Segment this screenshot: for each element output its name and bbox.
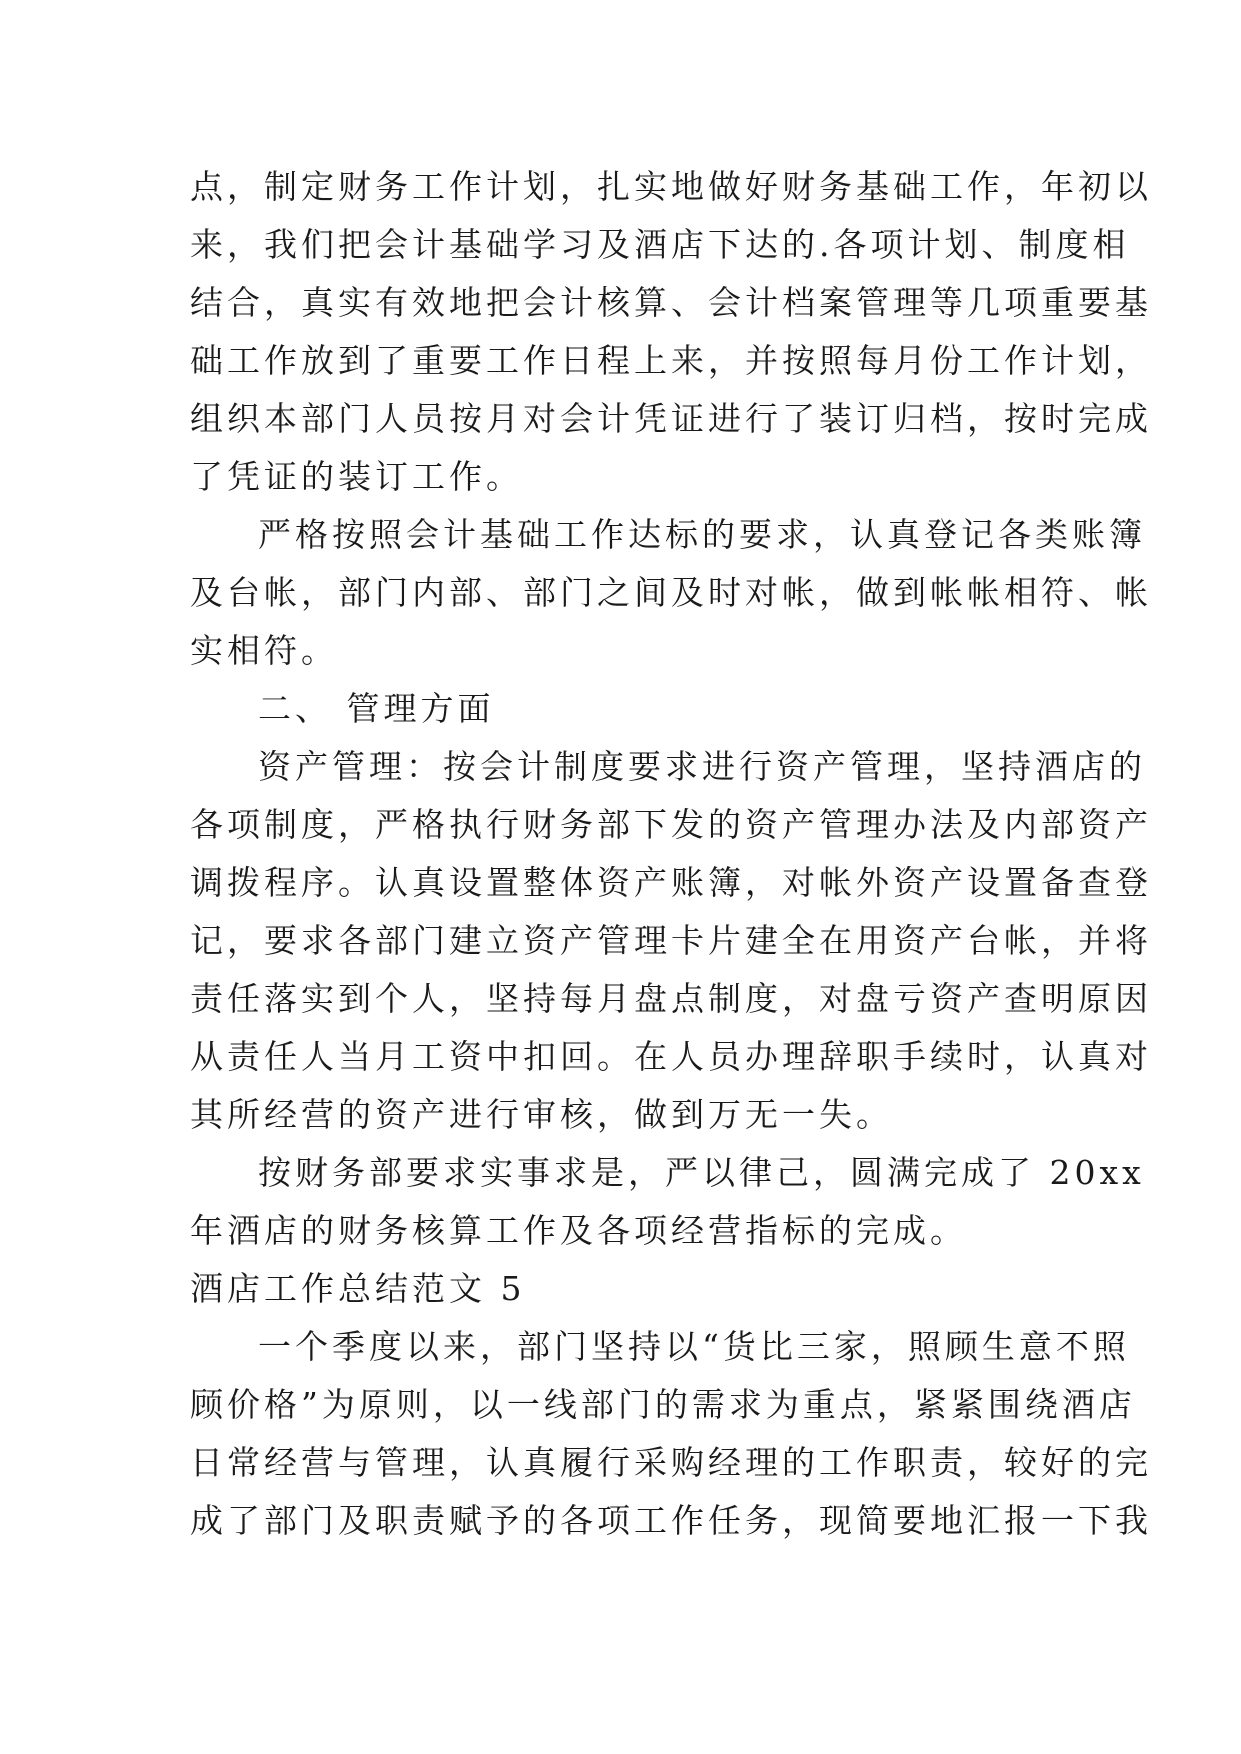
text-line: 调拨程序。认真设置整体资产账簿，对帐外资产设置备查登	[190, 863, 1152, 902]
document-title: 酒店工作总结范文 5	[190, 1269, 526, 1308]
text-line: 责任落实到个人，坚持每月盘点制度，对盘亏资产查明原因	[190, 979, 1152, 1018]
text-line: 记，要求各部门建立资产管理卡片建全在用资产台帐，并将	[190, 921, 1152, 960]
text-line: 结合，真实有效地把会计核算、会计档案管理等几项重要基	[190, 283, 1152, 322]
text-line: 础工作放到了重要工作日程上来，并按照每月份工作计划，	[190, 341, 1152, 380]
text-line: 点，制定财务工作计划，扎实地做好财务基础工作，年初以	[190, 167, 1152, 206]
text-line: 从责任人当月工资中扣回。在人员办理辞职手续时，认真对	[190, 1037, 1152, 1076]
text-line: 日常经营与管理，认真履行采购经理的工作职责，较好的完	[190, 1443, 1152, 1482]
text-line: 成了部门及职责赋予的各项工作任务，现简要地汇报一下我	[190, 1501, 1152, 1540]
paragraph-first-line: 资产管理：按会计制度要求进行资产管理，坚持酒店的	[258, 747, 1146, 786]
text-line: 顾价格”为原则，以一线部门的需求为重点，紧紧围绕酒店	[190, 1385, 1136, 1424]
text-line: 年酒店的财务核算工作及各项经营指标的完成。	[190, 1211, 967, 1250]
text-line: 组织本部门人员按月对会计凭证进行了装订归档，按时完成	[190, 399, 1152, 438]
text-line: 其所经营的资产进行审核，做到万无一失。	[190, 1095, 893, 1134]
paragraph-first-line: 一个季度以来，部门坚持以“货比三家，照顾生意不照	[258, 1327, 1130, 1366]
text-line: 了凭证的装订工作。	[190, 457, 523, 496]
paragraph-first-line: 严格按照会计基础工作达标的要求，认真登记各类账簿	[258, 515, 1146, 554]
text-line: 实相符。	[190, 631, 338, 670]
text-line: 来，我们把会计基础学习及酒店下达的.各项计划、制度相	[190, 225, 1130, 264]
section-heading: 二、 管理方面	[258, 689, 495, 728]
text-line: 及台帐，部门内部、部门之间及时对帐，做到帐帐相符、帐	[190, 573, 1152, 612]
paragraph-first-line: 按财务部要求实事求是，严以律己，圆满完成了 20xx	[258, 1153, 1145, 1192]
text-line: 各项制度，严格执行财务部下发的资产管理办法及内部资产	[190, 805, 1152, 844]
document-body	[190, 158, 1152, 1550]
